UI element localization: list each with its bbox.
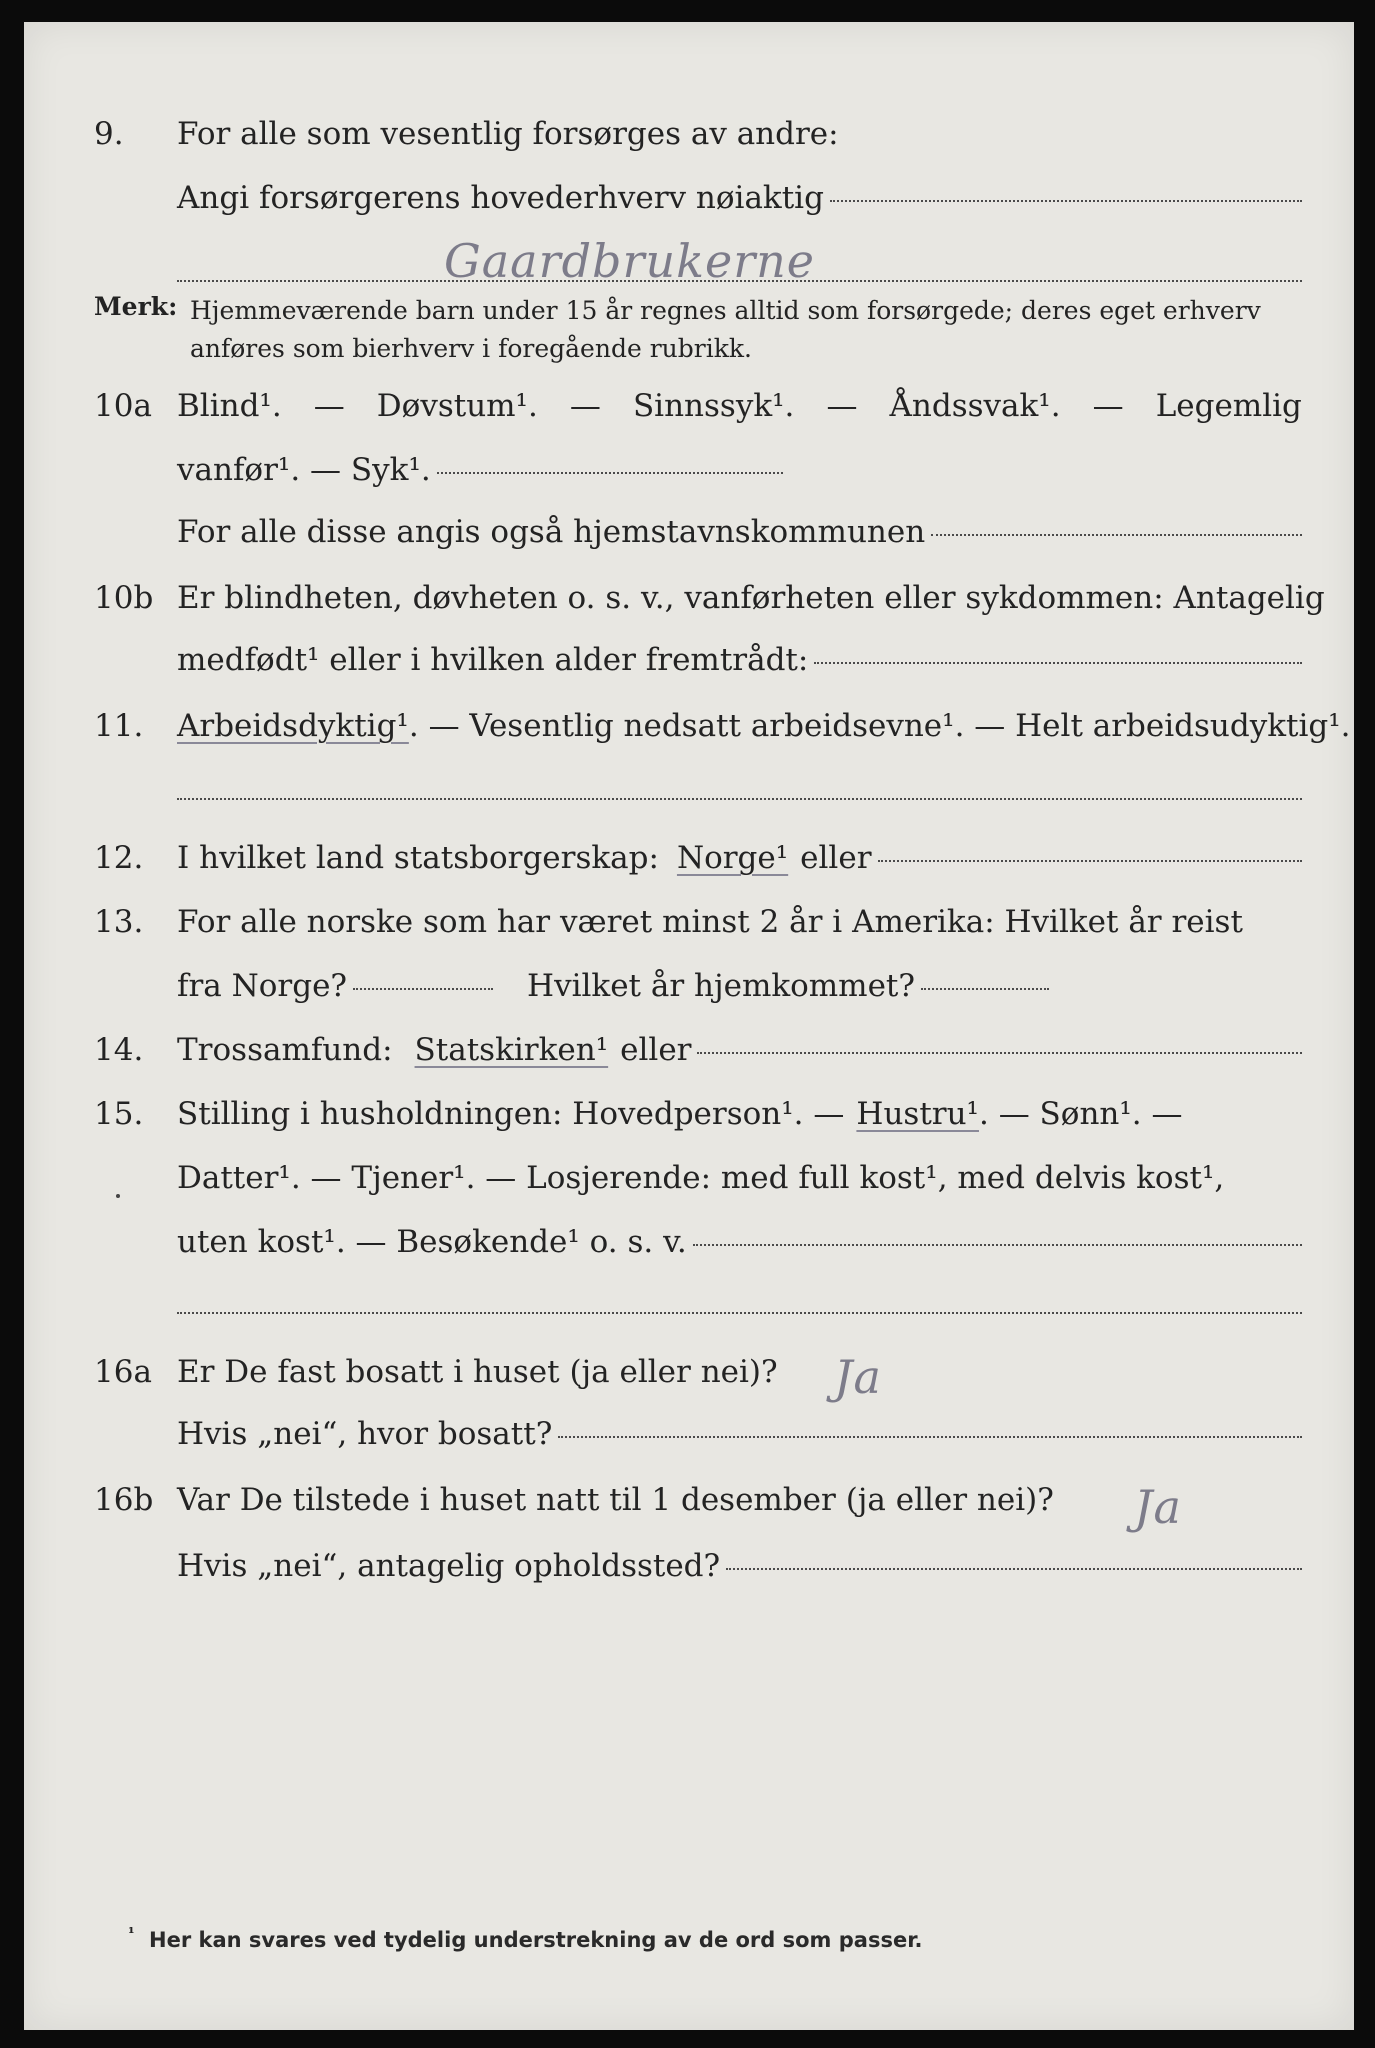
answer-line[interactable]	[437, 472, 783, 474]
question-text: For alle som vesentlig forsørges av andre:	[177, 116, 839, 152]
question-number: 14.	[94, 1032, 144, 1068]
question-15	[24, 1090, 1354, 1144]
question-14	[24, 1026, 1354, 1080]
question-text: Hvilket år hjemkommet?	[527, 968, 916, 1004]
answer-line[interactable]	[878, 860, 1302, 862]
question-number: 15.	[94, 1096, 144, 1132]
question-text: eller	[800, 840, 872, 876]
question-9	[24, 110, 1354, 164]
answer-line[interactable]	[814, 662, 1302, 664]
underlined-answer: Statskirken¹	[414, 1032, 609, 1068]
question-number: 16a	[94, 1354, 152, 1390]
question-text: Hvis „nei“, antagelig opholdssted?	[177, 1548, 721, 1584]
footnote-text: Her kan svares ved tydelig understrekning av de ord som passer.	[149, 1928, 923, 1952]
question-16b-line2	[24, 1542, 1354, 1596]
question-text: Er De fast bosatt i huset (ja eller nei)?	[177, 1354, 778, 1390]
question-number: 10b	[94, 580, 154, 616]
footnote-mark: ¹	[128, 1924, 135, 1942]
question-15-line2	[24, 1154, 1354, 1208]
question-text: Var De tilstede i huset natt til 1 desember (ja eller nei)?	[177, 1482, 1054, 1518]
note-label: Merk:	[94, 292, 178, 321]
question-text: medfødt¹ eller i hvilken alder fremtrådt:	[177, 642, 809, 678]
question-text: Stilling i husholdningen: Hovedperson¹. —	[177, 1096, 845, 1132]
question-text: Er blindheten, døvheten o. s. v., vanførheten eller sykdommen: Antagelig	[177, 580, 1325, 616]
question-number: 10a	[94, 388, 152, 424]
question-13-line2	[24, 962, 1354, 1016]
underlined-answer: Norge¹	[676, 840, 789, 876]
answer-line[interactable]	[353, 988, 493, 990]
question-text: For alle disse angis også hjemstavnskommunen	[177, 514, 926, 550]
answer-line[interactable]	[697, 1052, 1302, 1054]
question-11	[24, 702, 1354, 756]
answer-line[interactable]	[177, 1312, 1302, 1314]
question-text: fra Norge?	[177, 968, 348, 1004]
question-text: uten kost¹. — Besøkende¹ o. s. v.	[177, 1224, 687, 1260]
question-10a-line3	[24, 508, 1354, 562]
question-10a-line2	[24, 446, 1354, 500]
answer-line[interactable]	[177, 798, 1302, 800]
question-number: 13.	[94, 904, 144, 940]
question-text: Angi forsørgerens hovederhverv nøiaktig	[177, 180, 824, 216]
note-text: Hjemmeværende barn under 15 år regnes alltid som forsørgede; deres eget erhverv anføres som bierhverv i foregående rubrikk.	[190, 296, 1261, 363]
question-number: 12.	[94, 840, 144, 876]
answer-line[interactable]	[726, 1568, 1302, 1570]
stray-mark	[116, 1194, 120, 1198]
question-number: 16b	[94, 1482, 154, 1518]
question-text: For alle norske som har været minst 2 år i Amerika: Hvilket år reist	[177, 904, 1243, 940]
question-text: . — Vesentlig nedsatt arbeidsevne¹. — Helt arbeidsudyktig¹.	[408, 708, 1351, 744]
underlined-answer: Hustru¹	[856, 1096, 979, 1132]
answer-line[interactable]	[830, 200, 1302, 202]
handwritten-answer: Gaardbrukerne	[444, 234, 816, 288]
question-text: Hvis „nei“, hvor bosatt?	[177, 1416, 553, 1452]
handwritten-answer: Ja	[834, 1350, 882, 1404]
question-number: 9.	[94, 116, 124, 152]
question-text: Datter¹. — Tjener¹. — Losjerende: med full kost¹, med delvis kost¹,	[177, 1160, 1225, 1196]
question-10a	[24, 382, 1354, 436]
question-text: Trossamfund:	[177, 1032, 393, 1068]
handwritten-answer: Ja	[1134, 1480, 1182, 1534]
answer-line[interactable]	[921, 988, 1049, 990]
question-text: vanfør¹. — Syk¹.	[177, 452, 431, 488]
question-9-line2	[24, 174, 1354, 228]
census-form-page	[24, 22, 1354, 2030]
question-16a	[24, 1348, 1354, 1402]
question-15-line3	[24, 1218, 1354, 1272]
question-text: Blind¹. — Døvstum¹. — Sinnssyk¹. — Åndssvak¹. — Legemlig	[177, 388, 1302, 424]
question-text: . — Sønn¹. —	[978, 1096, 1183, 1132]
answer-line[interactable]	[558, 1436, 1302, 1438]
question-text: eller	[620, 1032, 692, 1068]
question-13	[24, 898, 1354, 952]
question-12	[24, 834, 1354, 888]
answer-line[interactable]	[931, 534, 1302, 536]
question-16a-line2	[24, 1410, 1354, 1464]
underlined-answer: Arbeidsdyktig¹	[177, 708, 409, 744]
answer-line[interactable]	[177, 280, 1302, 282]
question-10b	[24, 574, 1354, 628]
answer-line[interactable]	[693, 1244, 1302, 1246]
question-number: 11.	[94, 708, 144, 744]
question-10b-line2	[24, 636, 1354, 690]
question-text: I hvilket land statsborgerskap:	[177, 840, 659, 876]
